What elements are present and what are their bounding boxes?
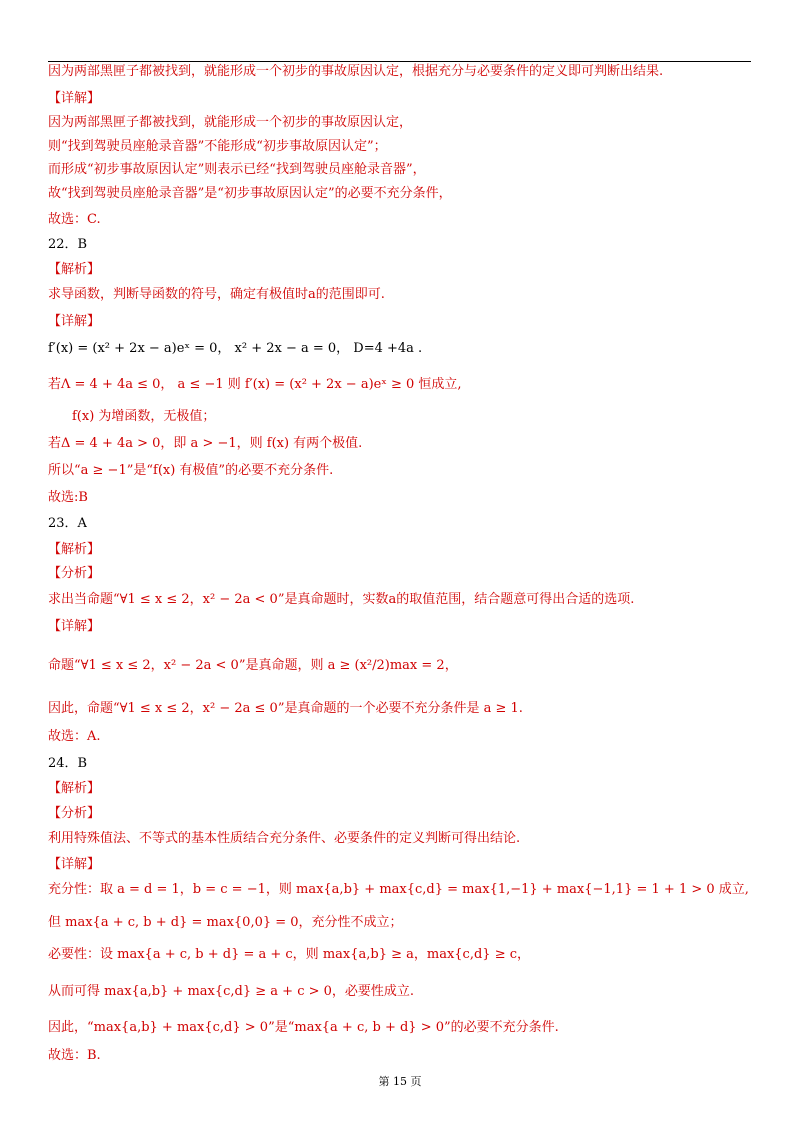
text-line: 而形成“初步事故原因认定”则表示已经“找到驾驶员座舱录音器”，	[48, 162, 426, 177]
section-label: 【分析】	[48, 566, 101, 581]
header-rule	[48, 61, 751, 62]
answer-line: 故选：A.	[48, 729, 101, 744]
text-line: 命题“∀1 ≤ x ≤ 2，x² − 2a < 0”是真命题，则 a ≥ (x²/2)max = 2，	[48, 658, 458, 673]
section-label: 【详解】	[48, 91, 101, 106]
section-label: 【解析】	[48, 781, 101, 796]
text-line: 求出当命题“∀1 ≤ x ≤ 2，x² − 2a < 0”是真命题时，实数a的取值范围，结合题意可得出合适的选项.	[48, 592, 635, 607]
text-line: 求导函数，判断导函数的符号，确定有极值时a的范围即可.	[48, 287, 385, 302]
text-line: 利用特殊值法、不等式的基本性质结合充分条件、必要条件的定义判断可得出结论.	[48, 831, 521, 846]
text-line: 则“找到驾驶员座舱录音器”不能形成“初步事故原因认定”；	[48, 139, 387, 154]
section-label: 【详解】	[48, 314, 101, 329]
section-label: 【详解】	[48, 619, 101, 634]
text-line: 因此，命题“∀1 ≤ x ≤ 2，x² − 2a ≤ 0”是真命题的一个必要不充分条件是 a ≥ 1.	[48, 701, 523, 716]
text-line: 若Δ = 4 + 4a > 0，即 a > −1，则 f(x) 有两个极值.	[48, 436, 363, 451]
question-number: 23．A	[48, 516, 87, 531]
section-label: 【解析】	[48, 262, 101, 277]
answer-line: 故选：B.	[48, 1048, 101, 1063]
text-line: f(x) 为增函数，无极值；	[72, 409, 216, 424]
text-line: 从而可得 max{a,b} + max{c,d} ≥ a + c > 0，必要性成立.	[48, 984, 415, 999]
formula-line: f′(x) = (x² + 2x − a)eˣ = 0， x² + 2x − a = 0， D=4 +4a .	[48, 341, 423, 356]
section-label: 【详解】	[48, 857, 101, 872]
text-line: 充分性：取 a = d = 1，b = c = −1，则 max{a,b} + max{c,d} = max{1,−1} + max{−1,1} = 1 + 1 > 0 成立,	[48, 882, 749, 897]
text-line: 故“找到驾驶员座舱录音器”是“初步事故原因认定”的必要不充分条件，	[48, 186, 452, 201]
text-line: 因此，“max{a,b} + max{c,d} > 0”是“max{a + c, b + d} > 0”的必要不充分条件.	[48, 1020, 559, 1035]
answer-line: 故选：C.	[48, 212, 101, 227]
question-number: 22．B	[48, 237, 88, 252]
text-line: 若Λ = 4 + 4a ≤ 0， a ≤ −1 则 f′(x) = (x² + 2x − a)eˣ ≥ 0 恒成立,	[48, 377, 462, 392]
section-label: 【解析】	[48, 542, 101, 557]
text-line: 因为两部黑匣子都被找到，就能形成一个初步的事故原因认定，	[48, 115, 413, 130]
section-label: 【分析】	[48, 806, 101, 821]
text-line: 但 max{a + c, b + d} = max{0,0} = 0，充分性不成立；	[48, 915, 403, 930]
text-line: 因为两部黑匣子都被找到，就能形成一个初步的事故原因认定，根据充分与必要条件的定义即可判断出结果.	[48, 64, 664, 79]
page-footer: 第 15 页	[378, 1075, 422, 1088]
question-number: 24．B	[48, 756, 88, 771]
text-line: 必要性：设 max{a + c, b + d} = a + c，则 max{a,b} ≥ a，max{c,d} ≥ c，	[48, 947, 531, 962]
text-line: 所以“a ≥ −1”是“f(x) 有极值”的必要不充分条件.	[48, 463, 334, 478]
answer-line: 故选:B	[48, 490, 88, 505]
